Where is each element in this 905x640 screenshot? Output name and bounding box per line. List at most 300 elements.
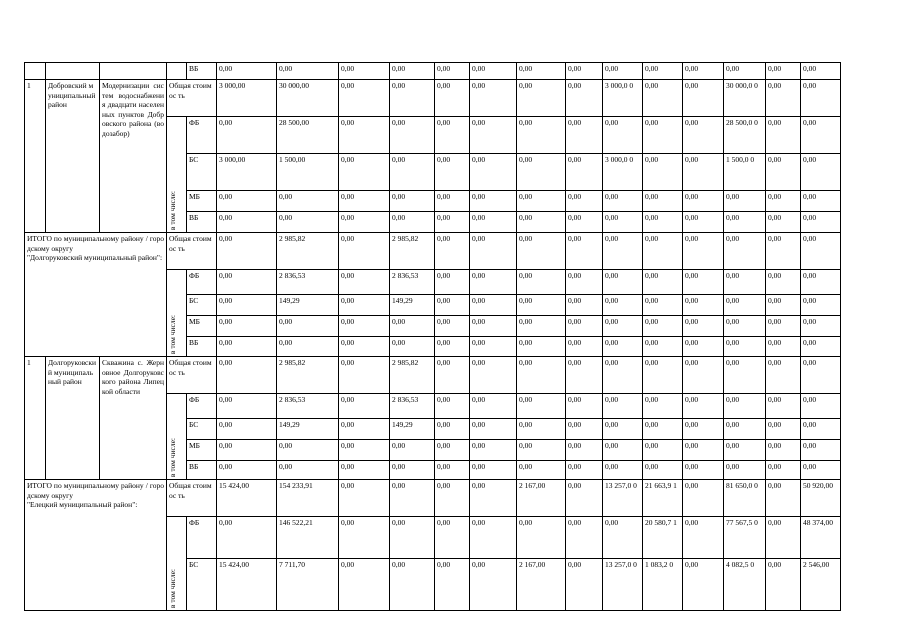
in-which-label: в том числе:	[168, 437, 177, 477]
value-cell: 0,00	[339, 63, 390, 80]
value-cell: 0,00	[339, 419, 390, 440]
value-cell: 0,00	[801, 117, 841, 154]
value-cell: 0,00	[339, 357, 390, 394]
value-cell: 0,00	[724, 394, 766, 419]
value-cell: 0,00	[435, 233, 470, 270]
value-cell: 0,00	[517, 419, 566, 440]
value-cell: 0,00	[683, 233, 724, 270]
value-cell: 149,29	[390, 295, 435, 316]
value-cell: 0,00	[435, 80, 470, 117]
value-cell: 0,00	[217, 337, 277, 357]
value-cell: 0,00	[390, 154, 435, 191]
value-cell: 0,00	[517, 233, 566, 270]
total-label-cell	[25, 233, 167, 357]
in-which-label: в том числе:	[168, 190, 177, 230]
value-cell: 2 985,82	[277, 357, 339, 394]
value-cell: 0,00	[566, 233, 603, 270]
value-cell: 0,00	[801, 270, 841, 295]
value-cell: 0,00	[390, 191, 435, 212]
value-cell: 0,00	[683, 295, 724, 316]
project-cell: Модернизации систем водоснабжения двадцати населенных пунктов Добровского района (водозабор)	[100, 80, 167, 233]
value-cell: 0,00	[683, 461, 724, 480]
value-cell: 0,00	[339, 394, 390, 419]
total-label-line2: "Елецкий муниципальный район":	[27, 500, 138, 509]
value-cell: 0,00	[435, 154, 470, 191]
value-cell: 0,00	[683, 357, 724, 394]
value-cell: 0,00	[517, 270, 566, 295]
value-cell: 30 000,0 0	[724, 80, 766, 117]
value-cell: 0,00	[801, 461, 841, 480]
value-cell: 0,00	[435, 191, 470, 212]
value-cell: 0,00	[603, 394, 643, 419]
total-cost-label: Общая стоимос ть	[167, 480, 217, 517]
value-cell: 0,00	[517, 337, 566, 357]
value-cell: 0,00	[683, 337, 724, 357]
value-cell: 2 546,00	[801, 559, 841, 611]
value-cell: 0,00	[724, 461, 766, 480]
value-cell: 0,00	[801, 337, 841, 357]
value-cell: 0,00	[801, 233, 841, 270]
value-cell: 2 167,00	[517, 559, 566, 611]
value-cell: 0,00	[683, 212, 724, 233]
value-cell: 0,00	[766, 191, 801, 212]
value-cell: 0,00	[801, 154, 841, 191]
value-cell: 0,00	[390, 212, 435, 233]
value-cell: 0,00	[217, 117, 277, 154]
value-cell: 0,00	[517, 440, 566, 461]
value-cell: 0,00	[217, 212, 277, 233]
value-cell: 0,00	[603, 295, 643, 316]
value-cell: 0,00	[766, 233, 801, 270]
value-cell: 2 985,82	[390, 233, 435, 270]
value-cell: 0,00	[435, 517, 470, 559]
value-cell: 0,00	[277, 461, 339, 480]
value-cell: 0,00	[435, 394, 470, 419]
value-cell: 0,00	[801, 316, 841, 337]
table-row	[25, 80, 841, 117]
value-cell: 0,00	[724, 337, 766, 357]
fund-type-cell: ФБ	[187, 394, 217, 419]
value-cell: 0,00	[766, 517, 801, 559]
value-cell: 149,29	[277, 419, 339, 440]
value-cell: 0,00	[217, 295, 277, 316]
value-cell: 0,00	[390, 63, 435, 80]
value-cell: 0,00	[801, 63, 841, 80]
value-cell: 0,00	[517, 394, 566, 419]
value-cell: 0,00	[766, 337, 801, 357]
value-cell: 2 836,53	[390, 270, 435, 295]
value-cell: 0,00	[339, 212, 390, 233]
value-cell: 0,00	[217, 233, 277, 270]
total-label-line1: ИТОГО по муниципальному району / городскому округу	[27, 481, 164, 500]
value-cell: 0,00	[217, 419, 277, 440]
value-cell: 0,00	[801, 80, 841, 117]
value-cell: 0,00	[603, 117, 643, 154]
value-cell: 0,00	[643, 357, 683, 394]
value-cell: 0,00	[724, 295, 766, 316]
value-cell: 0,00	[683, 440, 724, 461]
value-cell: 0,00	[766, 117, 801, 154]
value-cell: 0,00	[683, 394, 724, 419]
value-cell: 0,00	[435, 337, 470, 357]
value-cell: 0,00	[683, 154, 724, 191]
value-cell: 2 836,53	[390, 394, 435, 419]
fund-type-cell: БС	[187, 154, 217, 191]
value-cell: 0,00	[390, 80, 435, 117]
value-cell: 3 000,00	[217, 154, 277, 191]
value-cell: 0,00	[603, 233, 643, 270]
value-cell: 0,00	[217, 191, 277, 212]
value-cell: 0,00	[217, 357, 277, 394]
value-cell: 0,00	[435, 440, 470, 461]
value-cell: 0,00	[766, 63, 801, 80]
value-cell: 0,00	[603, 440, 643, 461]
value-cell: 0,00	[470, 357, 517, 394]
fund-type-cell: МБ	[187, 440, 217, 461]
value-cell: 0,00	[435, 117, 470, 154]
value-cell: 0,00	[470, 517, 517, 559]
value-cell: 154 233,91	[277, 480, 339, 517]
total-label-line2: "Долгоруковский муниципальный район":	[27, 253, 163, 262]
value-cell: 0,00	[566, 559, 603, 611]
value-cell: 0,00	[435, 316, 470, 337]
value-cell: 0,00	[517, 316, 566, 337]
value-cell: 0,00	[339, 337, 390, 357]
value-cell: 2 836,53	[277, 394, 339, 419]
value-cell: 0,00	[470, 191, 517, 212]
value-cell: 13 257,0 0	[603, 480, 643, 517]
in-which-cell	[167, 63, 187, 80]
table-row	[25, 480, 841, 517]
value-cell: 0,00	[339, 233, 390, 270]
value-cell: 0,00	[643, 191, 683, 212]
value-cell: 0,00	[217, 270, 277, 295]
value-cell: 0,00	[643, 270, 683, 295]
project-cell: Скважина с. Жерновное Долгоруковского района Липецкой области	[100, 357, 167, 480]
value-cell: 0,00	[566, 295, 603, 316]
value-cell: 0,00	[339, 154, 390, 191]
value-cell: 28 500,0 0	[724, 117, 766, 154]
fund-type-cell: ФБ	[187, 517, 217, 559]
value-cell: 81 650,0 0	[724, 480, 766, 517]
table-row	[25, 357, 841, 394]
value-cell: 3 000,0 0	[603, 80, 643, 117]
value-cell: 0,00	[566, 270, 603, 295]
value-cell: 0,00	[766, 80, 801, 117]
value-cell: 0,00	[339, 316, 390, 337]
fund-type-cell: БС	[187, 419, 217, 440]
in-which-label: в том числе:	[168, 568, 177, 608]
value-cell: 0,00	[683, 316, 724, 337]
value-cell: 0,00	[470, 480, 517, 517]
value-cell: 0,00	[603, 212, 643, 233]
value-cell: 0,00	[339, 517, 390, 559]
value-cell: 0,00	[339, 461, 390, 480]
value-cell: 4 082,5 0	[724, 559, 766, 611]
district-cell: Добровский муниципальный район	[46, 80, 100, 233]
value-cell: 0,00	[217, 440, 277, 461]
value-cell: 0,00	[766, 440, 801, 461]
total-cost-label: Общая стоимос ть	[167, 233, 217, 270]
value-cell: 0,00	[683, 270, 724, 295]
total-cost-label: Общая стоимос ть	[167, 357, 217, 394]
value-cell: 0,00	[603, 357, 643, 394]
value-cell: 0,00	[603, 517, 643, 559]
value-cell: 0,00	[339, 270, 390, 295]
value-cell: 0,00	[683, 191, 724, 212]
value-cell: 0,00	[470, 337, 517, 357]
value-cell: 0,00	[339, 440, 390, 461]
financing-table	[24, 62, 841, 611]
value-cell: 0,00	[603, 270, 643, 295]
value-cell: 0,00	[683, 117, 724, 154]
value-cell: 0,00	[566, 212, 603, 233]
value-cell: 0,00	[566, 394, 603, 419]
value-cell: 0,00	[766, 212, 801, 233]
value-cell: 0,00	[435, 270, 470, 295]
value-cell: 0,00	[603, 461, 643, 480]
total-cost-label: Общая стоимос ть	[167, 80, 217, 117]
value-cell: 0,00	[217, 394, 277, 419]
value-cell: 0,00	[643, 461, 683, 480]
value-cell: 0,00	[683, 80, 724, 117]
value-cell: 0,00	[643, 80, 683, 117]
value-cell: 7 711,70	[277, 559, 339, 611]
value-cell: 0,00	[566, 191, 603, 212]
value-cell: 0,00	[766, 154, 801, 191]
num-cell: 1	[25, 80, 46, 233]
value-cell: 0,00	[766, 270, 801, 295]
value-cell: 0,00	[470, 559, 517, 611]
value-cell: 0,00	[643, 394, 683, 419]
value-cell: 0,00	[390, 517, 435, 559]
value-cell: 15 424,00	[217, 480, 277, 517]
value-cell: 20 580,7 1	[643, 517, 683, 559]
value-cell: 0,00	[517, 517, 566, 559]
value-cell: 21 663,9 1	[643, 480, 683, 517]
value-cell: 0,00	[643, 337, 683, 357]
fund-type-cell: МБ	[187, 316, 217, 337]
value-cell: 0,00	[643, 295, 683, 316]
value-cell: 2 836,53	[277, 270, 339, 295]
value-cell: 0,00	[683, 517, 724, 559]
total-label-cell	[25, 480, 167, 611]
value-cell: 0,00	[390, 440, 435, 461]
value-cell: 0,00	[517, 117, 566, 154]
value-cell: 0,00	[566, 63, 603, 80]
value-cell: 0,00	[470, 270, 517, 295]
value-cell: 0,00	[339, 117, 390, 154]
value-cell: 0,00	[517, 212, 566, 233]
in-which-cell	[167, 517, 187, 611]
value-cell: 0,00	[277, 212, 339, 233]
value-cell: 0,00	[566, 440, 603, 461]
value-cell: 0,00	[766, 394, 801, 419]
value-cell: 0,00	[435, 212, 470, 233]
value-cell: 0,00	[643, 419, 683, 440]
value-cell: 0,00	[470, 316, 517, 337]
fund-type-cell: ВБ	[187, 461, 217, 480]
value-cell: 0,00	[470, 80, 517, 117]
value-cell: 1 500,0 0	[724, 154, 766, 191]
value-cell: 0,00	[766, 357, 801, 394]
value-cell: 0,00	[517, 80, 566, 117]
value-cell: 50 920,00	[801, 480, 841, 517]
table-row	[25, 63, 841, 80]
value-cell: 0,00	[470, 154, 517, 191]
value-cell: 0,00	[683, 63, 724, 80]
value-cell: 0,00	[766, 316, 801, 337]
value-cell: 0,00	[643, 233, 683, 270]
value-cell: 0,00	[435, 419, 470, 440]
value-cell: 2 985,82	[277, 233, 339, 270]
fund-type-cell: БС	[187, 559, 217, 611]
fund-type-cell: ФБ	[187, 117, 217, 154]
value-cell: 0,00	[724, 191, 766, 212]
in-which-cell	[167, 394, 187, 480]
value-cell: 48 374,00	[801, 517, 841, 559]
value-cell: 0,00	[643, 316, 683, 337]
value-cell: 0,00	[470, 419, 517, 440]
value-cell: 0,00	[277, 191, 339, 212]
fund-type-cell: ФБ	[187, 270, 217, 295]
value-cell: 0,00	[217, 461, 277, 480]
in-which-label: в том числе:	[168, 314, 177, 354]
num-cell	[25, 63, 46, 80]
value-cell: 0,00	[566, 419, 603, 440]
value-cell: 0,00	[517, 154, 566, 191]
value-cell: 28 500,00	[277, 117, 339, 154]
value-cell: 0,00	[470, 394, 517, 419]
value-cell: 0,00	[390, 559, 435, 611]
fund-type-cell: БС	[187, 295, 217, 316]
value-cell: 0,00	[390, 480, 435, 517]
value-cell: 149,29	[277, 295, 339, 316]
value-cell: 0,00	[683, 419, 724, 440]
district-cell: Долгоруковский муниципальный район	[46, 357, 100, 480]
value-cell: 1 083,2 0	[643, 559, 683, 611]
value-cell: 0,00	[470, 295, 517, 316]
value-cell: 0,00	[339, 559, 390, 611]
value-cell: 0,00	[470, 63, 517, 80]
value-cell: 0,00	[277, 337, 339, 357]
value-cell: 0,00	[390, 117, 435, 154]
value-cell: 0,00	[470, 212, 517, 233]
value-cell: 0,00	[801, 212, 841, 233]
value-cell: 0,00	[277, 63, 339, 80]
value-cell: 0,00	[801, 440, 841, 461]
value-cell: 0,00	[766, 419, 801, 440]
value-cell: 0,00	[603, 63, 643, 80]
value-cell: 0,00	[724, 316, 766, 337]
value-cell: 0,00	[566, 117, 603, 154]
value-cell: 0,00	[390, 316, 435, 337]
value-cell: 0,00	[277, 440, 339, 461]
value-cell: 0,00	[435, 63, 470, 80]
value-cell: 0,00	[470, 440, 517, 461]
value-cell: 1 500,00	[277, 154, 339, 191]
value-cell: 0,00	[766, 295, 801, 316]
value-cell: 0,00	[683, 480, 724, 517]
value-cell: 0,00	[801, 295, 841, 316]
value-cell: 0,00	[724, 419, 766, 440]
value-cell: 0,00	[517, 461, 566, 480]
value-cell: 0,00	[517, 63, 566, 80]
value-cell: 0,00	[339, 80, 390, 117]
value-cell: 0,00	[766, 461, 801, 480]
num-cell: 1	[25, 357, 46, 480]
value-cell: 0,00	[517, 295, 566, 316]
value-cell: 0,00	[766, 559, 801, 611]
value-cell: 2 985,82	[390, 357, 435, 394]
value-cell: 13 257,0 0	[603, 559, 643, 611]
value-cell: 0,00	[435, 461, 470, 480]
value-cell: 2 167,00	[517, 480, 566, 517]
value-cell: 0,00	[566, 337, 603, 357]
value-cell: 3 000,0 0	[603, 154, 643, 191]
in-which-cell	[167, 270, 187, 357]
fund-type-cell: МБ	[187, 191, 217, 212]
value-cell: 0,00	[566, 154, 603, 191]
value-cell: 0,00	[339, 295, 390, 316]
value-cell: 0,00	[435, 295, 470, 316]
value-cell: 0,00	[390, 337, 435, 357]
value-cell: 0,00	[566, 80, 603, 117]
value-cell: 0,00	[801, 191, 841, 212]
value-cell: 0,00	[217, 63, 277, 80]
value-cell: 0,00	[801, 419, 841, 440]
value-cell: 0,00	[470, 461, 517, 480]
value-cell: 0,00	[603, 191, 643, 212]
value-cell: 0,00	[470, 117, 517, 154]
value-cell: 0,00	[566, 316, 603, 337]
value-cell: 0,00	[566, 357, 603, 394]
value-cell: 0,00	[801, 357, 841, 394]
value-cell: 0,00	[643, 154, 683, 191]
fund-type-cell: ВБ	[187, 212, 217, 233]
value-cell: 0,00	[217, 316, 277, 337]
value-cell: 0,00	[339, 480, 390, 517]
value-cell: 0,00	[603, 316, 643, 337]
value-cell: 0,00	[603, 419, 643, 440]
fund-type-cell: ВБ	[187, 337, 217, 357]
value-cell: 0,00	[217, 517, 277, 559]
value-cell: 0,00	[517, 357, 566, 394]
value-cell: 0,00	[435, 480, 470, 517]
value-cell: 77 567,5 0	[724, 517, 766, 559]
value-cell: 0,00	[470, 233, 517, 270]
value-cell: 0,00	[801, 394, 841, 419]
value-cell: 146 522,21	[277, 517, 339, 559]
value-cell: 0,00	[643, 63, 683, 80]
value-cell: 15 424,00	[217, 559, 277, 611]
value-cell: 0,00	[435, 357, 470, 394]
value-cell: 0,00	[566, 461, 603, 480]
value-cell: 0,00	[277, 316, 339, 337]
value-cell: 0,00	[643, 212, 683, 233]
total-label-line1: ИТОГО по муниципальному району / городскому округу	[27, 234, 164, 253]
value-cell: 0,00	[724, 357, 766, 394]
value-cell: 0,00	[390, 461, 435, 480]
value-cell: 149,29	[390, 419, 435, 440]
value-cell: 0,00	[724, 212, 766, 233]
value-cell: 0,00	[724, 63, 766, 80]
value-cell: 0,00	[724, 270, 766, 295]
value-cell: 0,00	[566, 517, 603, 559]
value-cell: 0,00	[339, 191, 390, 212]
value-cell: 0,00	[566, 480, 603, 517]
fund-type-cell: ВБ	[187, 63, 217, 80]
